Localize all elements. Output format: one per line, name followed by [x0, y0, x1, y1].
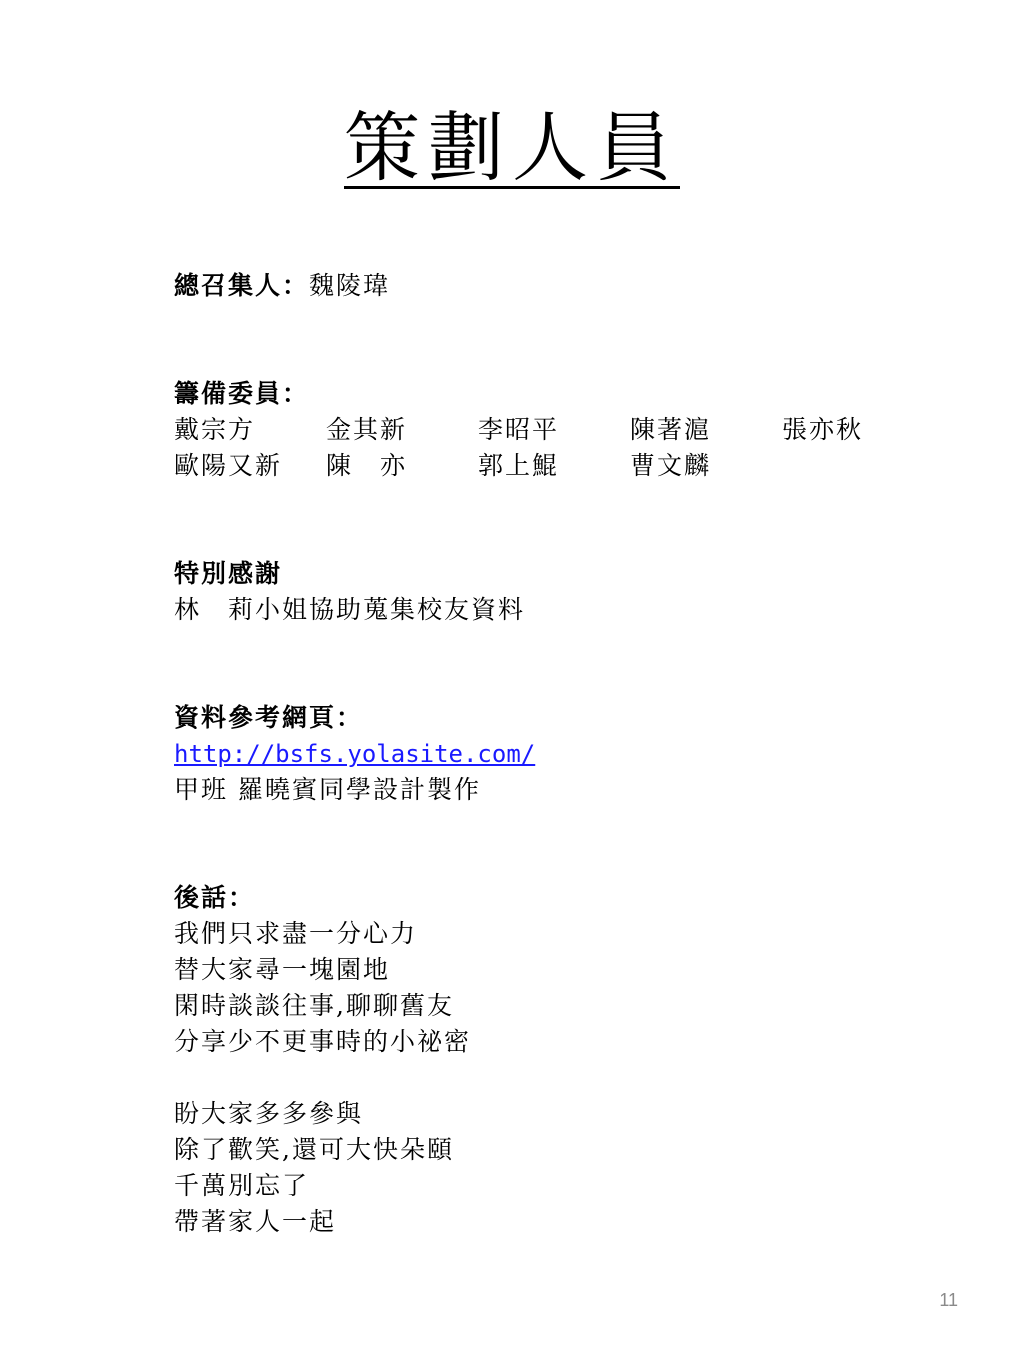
afterword-line: 閑時談談往事,聊聊舊友 — [174, 991, 454, 1020]
committee-member: 曹文麟 — [630, 451, 712, 480]
committee-row-1 — [174, 412, 974, 448]
committee-member: 金其新 — [326, 415, 408, 444]
page-number: 11 — [939, 1290, 958, 1310]
afterword-line: 盼大家多多參與 — [174, 1099, 364, 1128]
afterword-line: 千萬別忘了 — [174, 1171, 310, 1200]
convener-label: 總召集人： — [174, 271, 310, 300]
committee-member: 郭上鯤 — [478, 451, 560, 480]
page-title-text: 策劃人員 — [344, 103, 680, 192]
committee-member: 戴宗方 — [174, 415, 256, 444]
committee-label: 籌備委員： — [174, 379, 310, 408]
committee-member: 歐陽又新 — [174, 451, 283, 480]
afterword-line: 分享少不更事時的小祕密 — [174, 1027, 472, 1056]
afterword-line: 替大家尋一塊園地 — [174, 955, 391, 984]
thanks-label: 特別感謝 — [174, 559, 283, 588]
reference-credit: 甲班 羅曉賓同學設計製作 — [174, 775, 481, 804]
committee-member: 陳著滬 — [630, 415, 712, 444]
afterword-label: 後話： — [174, 883, 256, 912]
reference-link[interactable]: http://bsfs.yolasite.com/ — [174, 740, 536, 768]
committee-row-2 — [174, 448, 974, 484]
afterword-line: 我們只求盡一分心力 — [174, 919, 418, 948]
committee-member: 張亦秋 — [782, 415, 864, 444]
reference-label: 資料參考網頁： — [174, 703, 364, 732]
page-title — [0, 100, 1024, 196]
convener-name: 魏陵瑋 — [309, 271, 391, 300]
committee-member: 李昭平 — [478, 415, 560, 444]
convener-line — [174, 268, 974, 304]
thanks-text: 林 莉小姐協助蒐集校友資料 — [174, 595, 526, 624]
afterword-line: 帶著家人一起 — [174, 1207, 337, 1236]
document-body — [174, 268, 974, 1240]
committee-member: 陳 亦 — [326, 451, 408, 480]
afterword-line: 除了歡笑,還可大快朵頤 — [174, 1135, 454, 1164]
